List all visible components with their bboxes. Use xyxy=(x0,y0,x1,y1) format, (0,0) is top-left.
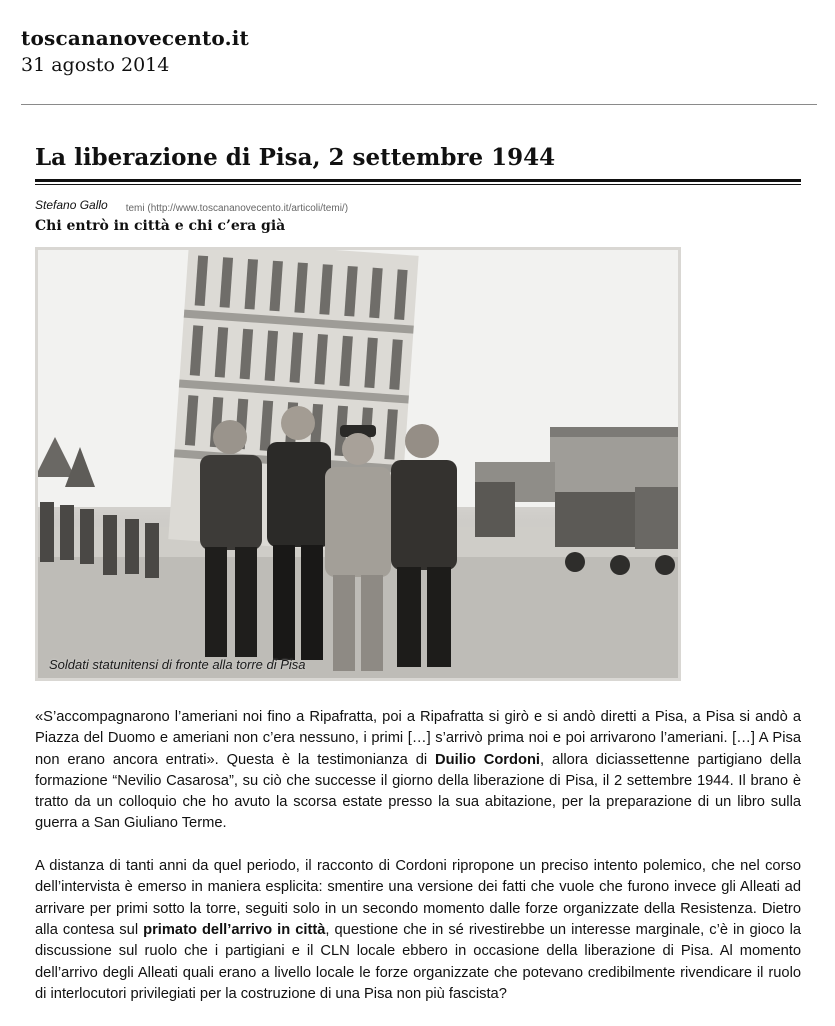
paragraph-2-emphasis: primato dell’arrivo in città xyxy=(143,921,326,938)
paragraph-1-text-a: «S’accompagnarono l’ameriani noi fino a Ripafratta, poi a Ripafratta si girò e si andò diretti a Pisa, a Pisa si andò a Piazza del Duomo e ameriani non c’era nessuno, i primi […] s’arrivò prima noi e poi arrivarono l’ameriani. […] A Pisa non erano ancora entrati». Questa è la testimonianza di xyxy=(35,709,801,768)
site-header xyxy=(21,24,249,78)
article-subtitle: Chi entrò in città e chi c’era già xyxy=(35,218,286,234)
title-underline-thin xyxy=(35,184,801,185)
publication-date: 31 agosto 2014 xyxy=(21,54,170,76)
title-underline-thick xyxy=(35,179,801,182)
photo-caption: Soldati statunitensi di fronte alla torre di Pisa xyxy=(49,657,306,672)
paragraph-1 xyxy=(35,707,801,835)
article-meta xyxy=(35,196,348,214)
paragraph-2-text-b: , questione che in sé rivestirebbe un interesse marginale, c’è in gioco la discussione sul ruolo che i partigiani e il CLN locale ebbero in occasione della liberazione di Pisa. Al momento dell’arrivo degli Alleati quali erano a livello locale le forze organizzate che potevano credibilmente rivendicare il ruolo di interlocutori privilegiati per la costruzione di una Pisa non più fascista? xyxy=(35,921,802,1002)
photo-illustration xyxy=(35,247,681,681)
header-divider xyxy=(21,104,817,105)
category-link[interactable]: temi (http://www.toscananovecento.it/articoli/temi/) xyxy=(125,203,349,214)
paragraph-1-text-b: , allora diciassettenne partigiano della formazione “Nevilio Casarosa”, su ciò che successe il giorno della liberazione di Pisa, il 2 settembre 1944. Il brano è tratto da un colloquio che ho avuto la scorsa estate presso la sua abitazione, per la preparazione di un libro sulla guerra a San Giuliano Terme. xyxy=(35,751,801,832)
article-photo xyxy=(35,247,681,681)
paragraph-1-emphasis: Duilio Cordoni xyxy=(435,751,540,768)
paragraph-2-text-a: A distanza di tanti anni da quel periodo, il racconto di Cordoni ripropone un preciso intento polemico, che nel corso dell’intervista è emerso in maniera esplicita: smentire una versione dei fatti che vuole che furono invece gli Alleati ad arrivare per primi sotto la torre, seguiti solo in un secondo momento dalle forze organizzate della Resistenza. Dietro alla contesa sul xyxy=(35,858,801,938)
site-name[interactable]: toscananovecento.it xyxy=(21,26,249,50)
author-name[interactable]: Stefano Gallo xyxy=(35,198,108,212)
article-body xyxy=(35,707,801,1026)
paragraph-2 xyxy=(35,856,801,1005)
article-title: La liberazione di Pisa, 2 settembre 1944 xyxy=(35,144,556,171)
